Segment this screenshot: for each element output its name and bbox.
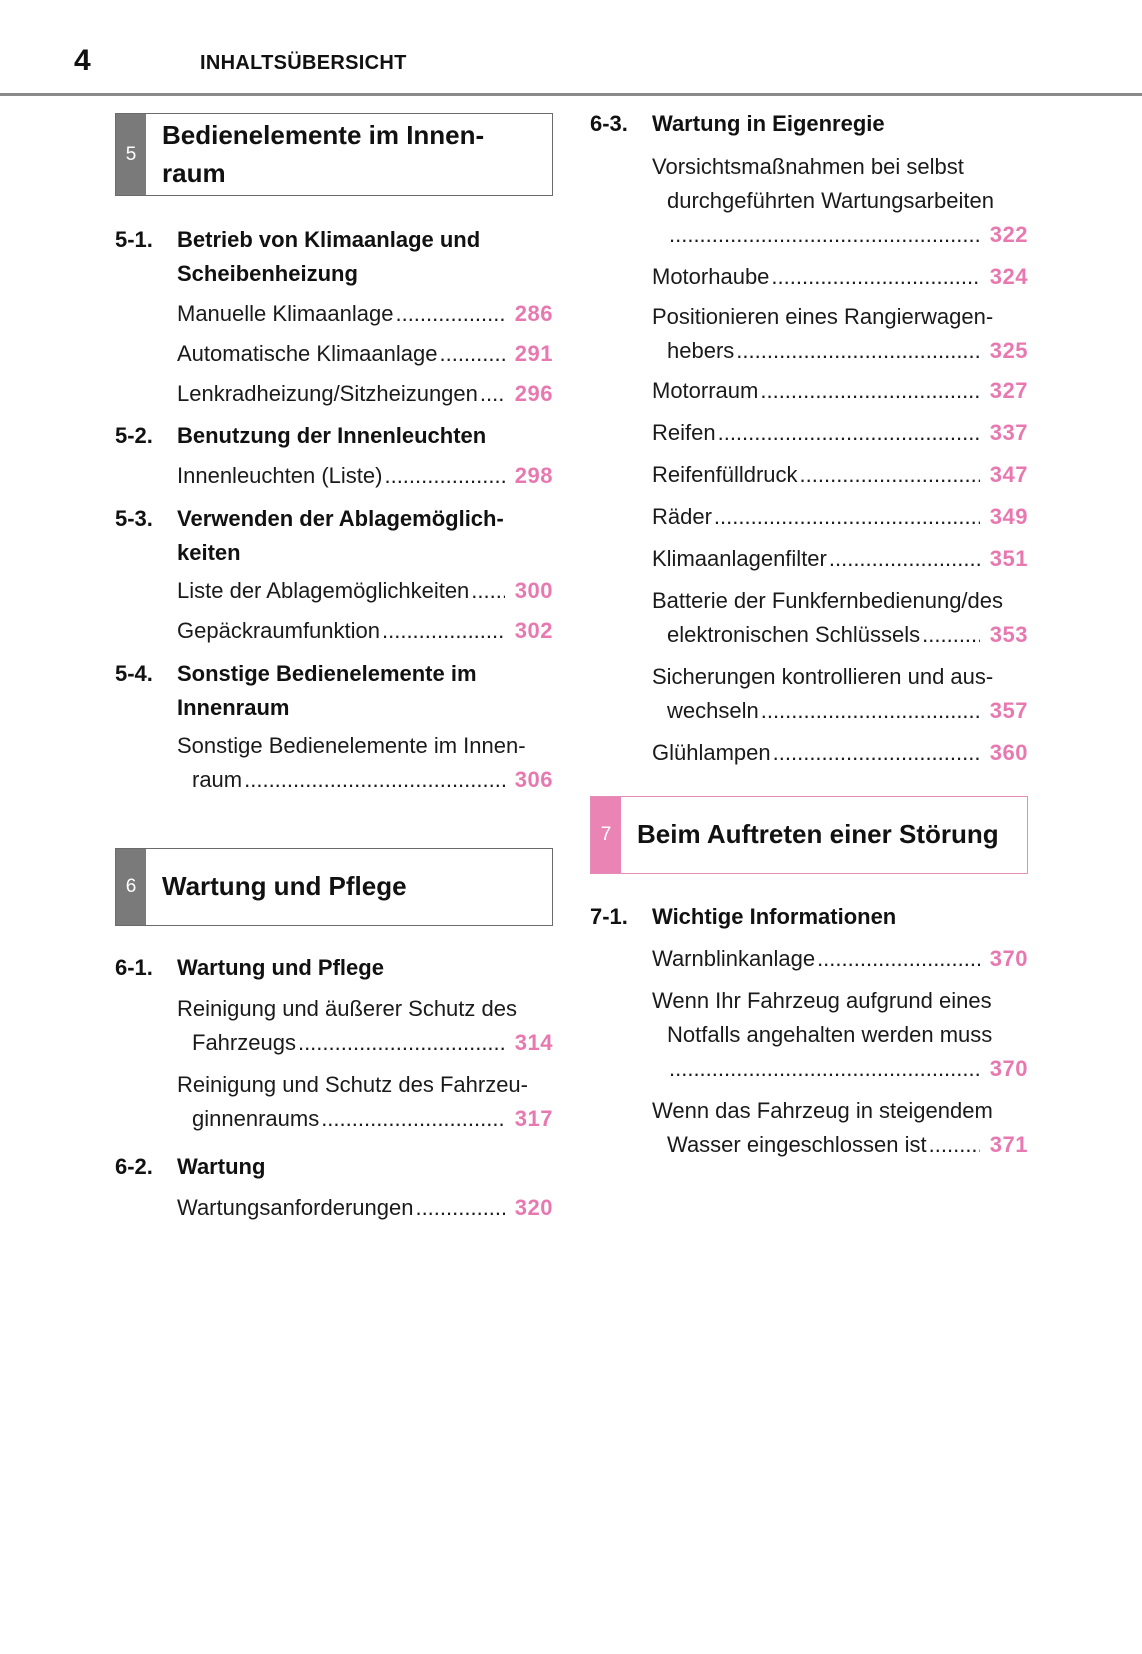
entry-text: Räder — [652, 504, 712, 529]
entry-text: Reifen — [652, 420, 716, 445]
section-title-line: Verwenden der Ablagemöglich- — [177, 506, 504, 531]
chapter-title-line: Bedienelemente im Innen- — [162, 120, 485, 150]
chapter-6-box[interactable] — [115, 848, 553, 926]
toc-entry[interactable] — [652, 150, 1028, 252]
chapter-title-line: raum — [162, 158, 226, 188]
leader-dots — [382, 614, 505, 648]
toc-entry[interactable] — [177, 992, 553, 1060]
page-ref[interactable]: 351 — [989, 546, 1028, 571]
entry-text: wechseln — [667, 698, 759, 723]
page-ref[interactable]: 296 — [514, 381, 553, 406]
page-number: 4 — [74, 44, 91, 77]
entry-text: Reinigung und Schutz des Fahrzeu- — [177, 1072, 528, 1097]
leader-dots — [718, 416, 980, 450]
entry-text: Liste der Ablagemöglichkeiten — [177, 578, 470, 603]
leader-dots — [298, 1026, 505, 1060]
page-ref[interactable]: 327 — [989, 378, 1028, 403]
leader-dots — [439, 337, 505, 371]
page-ref[interactable]: 325 — [989, 338, 1028, 363]
page-ref[interactable]: 298 — [514, 463, 553, 488]
toc-entry[interactable] — [177, 729, 553, 797]
entry-text: Reifenfülldruck — [652, 462, 798, 487]
section-title: Wartung und Pflege — [177, 955, 384, 980]
page-ref[interactable]: 347 — [989, 462, 1028, 487]
page-ref[interactable]: 371 — [989, 1132, 1028, 1157]
page-ref[interactable]: 370 — [989, 946, 1028, 971]
section-title: Wartung in Eigenregie — [652, 111, 885, 136]
section-title-line: keiten — [177, 540, 241, 565]
section-title — [177, 657, 553, 725]
chapter-7-box[interactable] — [590, 796, 1028, 874]
page-ref[interactable]: 349 — [989, 504, 1028, 529]
leader-dots — [761, 694, 980, 728]
page-ref[interactable]: 314 — [514, 1030, 553, 1055]
toc-entry[interactable] — [652, 984, 1028, 1086]
entry-text: Innenleuchten (Liste) — [177, 463, 383, 488]
section-title-line: Scheibenheizung — [177, 261, 358, 286]
toc-entry[interactable] — [652, 942, 1028, 976]
toc-entry[interactable] — [177, 574, 553, 608]
leader-dots — [922, 618, 980, 652]
entry-text: Notfalls angehalten werden muss — [667, 1022, 993, 1047]
entry-text: Sicherungen kontrollieren und aus- — [652, 664, 994, 689]
leader-dots — [829, 542, 980, 576]
section-title: Wartung — [177, 1154, 266, 1179]
leader-dots — [800, 458, 980, 492]
entry-text: Warnblinkanlage — [652, 946, 816, 971]
toc-entry[interactable] — [652, 584, 1028, 652]
entry-text: Glühlampen — [652, 740, 771, 765]
entry-text: Positionieren eines Rangierwagen- — [652, 304, 994, 329]
toc-entry[interactable] — [652, 1094, 1028, 1162]
chapter-number: 6 — [116, 849, 146, 925]
chapter-number: 7 — [591, 797, 621, 873]
leader-dots — [480, 377, 505, 411]
section-number: 7-1. — [590, 904, 628, 929]
entry-text: raum — [192, 767, 243, 792]
section-number: 6-2. — [115, 1154, 153, 1179]
page-ref[interactable]: 300 — [514, 578, 553, 603]
entry-text: Sonstige Bedienelemente im Innen- — [177, 733, 526, 758]
leader-dots — [669, 218, 980, 252]
leader-dots — [771, 260, 980, 294]
entry-text: Reinigung und äußerer Schutz des — [177, 996, 517, 1021]
section-number: 6-1. — [115, 955, 153, 980]
entry-text: Wenn Ihr Fahrzeug aufgrund eines — [652, 988, 992, 1013]
entry-text: Manuelle Klimaanlage — [177, 301, 394, 326]
leader-dots — [384, 459, 505, 493]
section-number: 5-4. — [115, 661, 153, 686]
toc-entry[interactable] — [652, 374, 1028, 408]
toc-entry[interactable] — [177, 337, 553, 371]
page-header-title: INHALTSÜBERSICHT — [200, 52, 407, 74]
toc-entry[interactable] — [652, 300, 1028, 368]
section-title — [177, 502, 553, 570]
section-number: 6-3. — [590, 111, 628, 136]
entry-text: Klimaanlagenfilter — [652, 546, 827, 571]
entry-text: Batterie der Funkfernbedienung/des — [652, 588, 1004, 613]
page-ref[interactable]: 353 — [989, 622, 1028, 647]
chapter-title — [162, 116, 542, 192]
entry-text: hebers — [667, 338, 735, 363]
leader-dots — [736, 334, 980, 368]
page-ref[interactable]: 306 — [514, 767, 553, 792]
entry-text: Motorhaube — [652, 264, 770, 289]
leader-dots — [817, 942, 980, 976]
toc-entry[interactable] — [177, 459, 553, 493]
leader-dots — [471, 574, 505, 608]
toc-entry[interactable] — [652, 542, 1028, 576]
leader-dots — [395, 297, 505, 331]
toc-entry[interactable] — [652, 500, 1028, 534]
section-title — [177, 223, 553, 291]
page-ref[interactable]: 337 — [989, 420, 1028, 445]
toc-entry[interactable] — [652, 458, 1028, 492]
chapter-number: 5 — [116, 114, 146, 195]
entry-text: Wenn das Fahrzeug in steigendem — [652, 1098, 993, 1123]
page-ref[interactable]: 286 — [514, 301, 553, 326]
toc-entry[interactable] — [177, 297, 553, 331]
leader-dots — [714, 500, 980, 534]
entry-text: Lenkradheizung/Sitzheizungen — [177, 381, 478, 406]
toc-entry[interactable] — [177, 1068, 553, 1136]
section-title: Wichtige Informationen — [652, 904, 897, 929]
toc-entry[interactable] — [652, 416, 1028, 450]
leader-dots — [929, 1128, 980, 1162]
page-ref[interactable]: 317 — [514, 1106, 553, 1131]
section-number: 5-2. — [115, 423, 153, 448]
entry-text: Automatische Klimaanlage — [177, 341, 438, 366]
entry-text: ginnenraums — [192, 1106, 320, 1131]
page-ref[interactable]: 320 — [514, 1195, 553, 1220]
entry-text: Wartungsanforderungen — [177, 1195, 414, 1220]
page-ref[interactable]: 291 — [514, 341, 553, 366]
chapter-5-box[interactable] — [115, 113, 553, 196]
entry-text: Vorsichtsmaßnahmen bei selbst — [652, 154, 964, 179]
toc-entry[interactable] — [652, 260, 1028, 294]
section-number: 5-1. — [115, 227, 153, 252]
toc-entry[interactable] — [652, 660, 1028, 728]
chapter-title: Wartung und Pflege — [162, 871, 407, 901]
leader-dots — [244, 763, 505, 797]
toc-entry[interactable] — [177, 614, 553, 648]
chapter-title: Beim Auftreten einer Störung — [637, 819, 999, 849]
entry-text: Fahrzeugs — [192, 1030, 296, 1055]
section-title: Benutzung der Innenleuchten — [177, 423, 487, 448]
page-ref[interactable]: 370 — [989, 1056, 1028, 1081]
toc-entry[interactable] — [177, 1191, 553, 1225]
leader-dots — [669, 1052, 980, 1086]
section-title-line: Innenraum — [177, 695, 290, 720]
page-ref[interactable]: 324 — [989, 264, 1028, 289]
section-title-line: Sonstige Bedienelemente im — [177, 661, 477, 686]
leader-dots — [760, 374, 980, 408]
page-ref[interactable]: 302 — [514, 618, 553, 643]
header-divider — [0, 93, 1142, 96]
entry-text: Motorraum — [652, 378, 759, 403]
section-title-line: Betrieb von Klimaanlage und — [177, 227, 481, 252]
entry-text: durchgeführten Wartungsarbeiten — [667, 188, 994, 213]
leader-dots — [415, 1191, 505, 1225]
entry-text: elektronischen Schlüssels — [667, 622, 921, 647]
toc-entry[interactable] — [177, 377, 553, 411]
leader-dots — [773, 736, 980, 770]
entry-text: Gepäckraumfunktion — [177, 618, 380, 643]
page-ref[interactable]: 360 — [989, 740, 1028, 765]
entry-text: Wasser eingeschlossen ist — [667, 1132, 927, 1157]
toc-entry[interactable] — [652, 736, 1028, 770]
leader-dots — [321, 1102, 505, 1136]
page-ref[interactable]: 357 — [989, 698, 1028, 723]
page-ref[interactable]: 322 — [989, 222, 1028, 247]
section-number: 5-3. — [115, 506, 153, 531]
